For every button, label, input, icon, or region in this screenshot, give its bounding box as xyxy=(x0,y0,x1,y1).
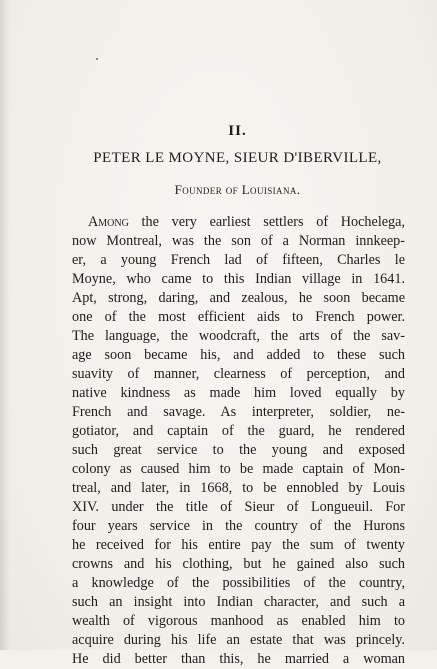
chapter-subtitle: Founder of Louisiana. xyxy=(174,182,301,197)
text-line: crowns and his clothing, but he gained also such xyxy=(72,556,405,572)
text-line: gotiator, and captain of the guard, he rendered xyxy=(72,423,405,439)
text-line: XIV. under the title of Sieur of Longueuil. For xyxy=(72,499,405,515)
text-line: such an insight into Indian character, and such a xyxy=(72,594,405,610)
text-line: a knowledge of the possibilities of the country, xyxy=(72,575,405,591)
text-line: acquire during his life an estate that was princely. xyxy=(72,632,405,648)
body-text xyxy=(72,213,405,669)
text-line-first xyxy=(72,213,405,232)
text-line: He did better than this, he married a woman xyxy=(72,651,405,667)
text-line: one of the most efficient aids to French power. xyxy=(72,309,405,325)
text-line: Moyne, who came to this Indian village in 1641. xyxy=(72,271,405,287)
opening-line-rest: the very earliest settlers of Hochelega, xyxy=(128,214,405,230)
text-line: four years service in the country of the Hurons xyxy=(72,518,405,534)
text-line: French and savage. As interpreter, soldier, ne- xyxy=(72,404,405,420)
text-line: er, a young French lad of fifteen, Charles le xyxy=(72,252,405,268)
text-line: such great service to the young and exposed xyxy=(72,442,405,458)
opening-word: Among xyxy=(88,214,129,230)
text-line: suavity of manner, clearness of perception, and xyxy=(72,366,405,382)
text-line: treal, and later, in 1668, to be ennobled by Louis xyxy=(72,480,405,496)
text-line: The language, the woodcraft, the arts of the sav- xyxy=(72,328,405,344)
chapter-title: PETER LE MOYNE, SIEUR D'IBERVILLE, xyxy=(93,150,382,166)
text-line: Apt, strong, daring, and zealous, he soon became xyxy=(72,290,405,306)
text-line: native kindness as made him loved equally by xyxy=(72,385,405,401)
text-line: he received for his entire pay the sum of twenty xyxy=(72,537,405,553)
paper-speck xyxy=(96,58,98,60)
text-line: wealth of vigorous manhood as enabled him to xyxy=(72,613,405,629)
text-line: now Montreal, was the son of a Norman innkeep- xyxy=(72,233,405,249)
chapter-number: II. xyxy=(228,123,247,139)
text-line: age soon became his, and added to these such xyxy=(72,347,405,363)
page-gutter-shadow xyxy=(0,0,10,650)
text-line: colony as caused him to be made captain of Mon- xyxy=(72,461,405,477)
